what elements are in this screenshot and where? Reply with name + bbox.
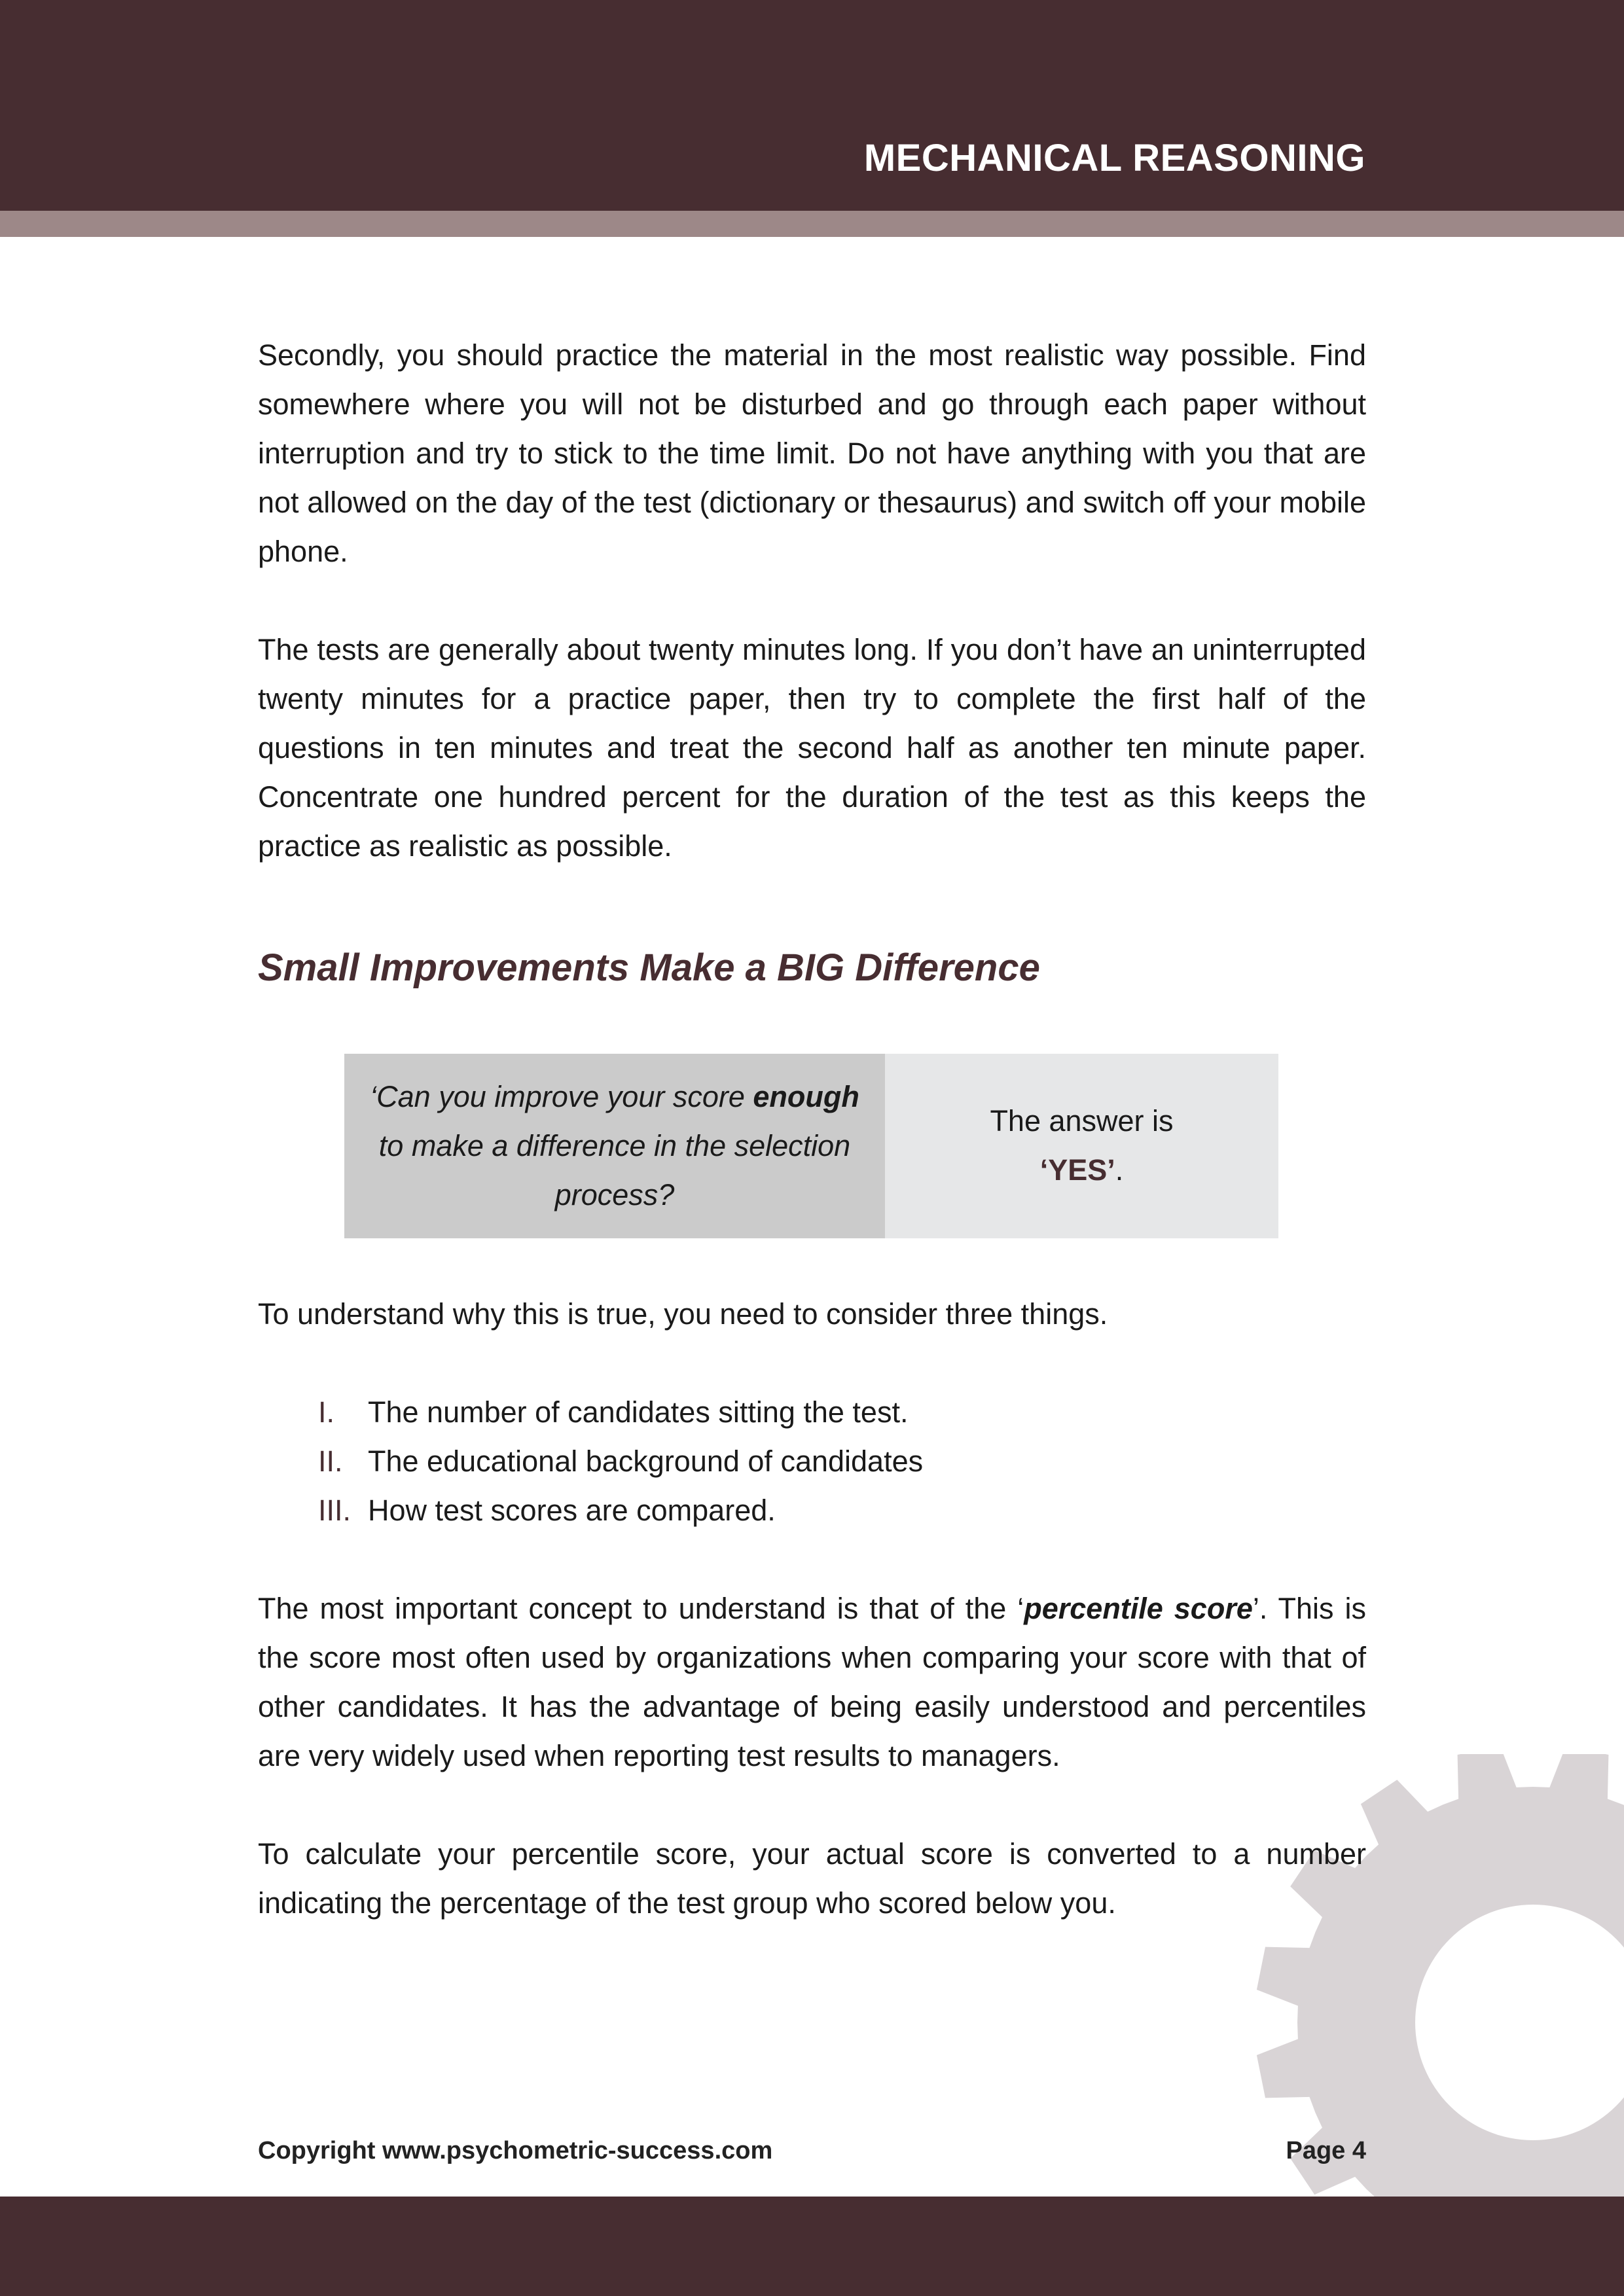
list-item — [318, 1437, 923, 1486]
considerations-list — [318, 1388, 923, 1535]
list-item-text: The number of candidates sitting the test. — [368, 1395, 909, 1429]
percentile-term: percentile score — [1024, 1592, 1253, 1625]
header-stripe — [0, 211, 1624, 237]
list-numeral: II. — [318, 1444, 343, 1478]
list-numeral: III. — [318, 1494, 352, 1527]
footer-copyright: Copyright www.psychometric-success.com — [258, 2137, 773, 2164]
answer-line: The answer is — [990, 1104, 1174, 1138]
gear-icon — [1113, 1754, 1624, 2197]
section-heading: Small Improvements Make a BIG Difference — [258, 946, 1040, 989]
footer-band — [0, 2197, 1624, 2296]
list-item-text: The educational background of candidates — [368, 1444, 924, 1478]
paragraph-practice-realistic: Secondly, you should practice the material in the most realistic way possible. Find somewhere where you will not be disturbed and go through each paper without interruption and try to stick to the time limit. Do not have anything with you that are not allowed on the day of the test (dictionary or thesaurus) and switch off your mobile phone. — [258, 338, 1366, 568]
paragraph-calculate-percentile: To calculate your percentile score, your actual score is converted to a number indicating the percentage of the test group who scored below you. — [258, 1837, 1366, 1920]
percentile-text-end: ’. This is the score most often used by organizations when comparing your score with that of other candidates. It has the advantage of being easily understood and percentiles are very widely used when reporting test results to managers. — [258, 1592, 1366, 1772]
question-emphasis: enough — [753, 1080, 859, 1113]
answer-yes: ‘YES’ — [1039, 1153, 1115, 1187]
question-text-end: to make a difference in the selection process? — [378, 1129, 851, 1211]
page-number: Page 4 — [1286, 2137, 1366, 2164]
question-text-start: ‘Can you improve your score — [370, 1080, 753, 1113]
document-title: MECHANICAL REASONING — [863, 137, 1365, 179]
question-answer-box — [344, 1054, 1278, 1238]
list-item-text: How test scores are compared. — [368, 1494, 776, 1527]
answer-cell — [885, 1054, 1278, 1238]
question-cell — [344, 1054, 885, 1238]
paragraph-percentile-concept — [258, 1584, 1366, 1780]
answer-period: . — [1115, 1153, 1124, 1187]
header-band — [0, 0, 1624, 211]
list-item — [318, 1486, 923, 1535]
paragraph-test-length: The tests are generally about twenty minutes long. If you don’t have an uninterrupted twenty minutes for a practice paper, then try to complete the first half of the questions in ten minutes and treat the second half as another ten minute paper. Concentrate one hundred percent for the duration of the test as this keeps the practice as realistic as possible. — [258, 633, 1366, 863]
list-item — [318, 1388, 923, 1437]
list-numeral: I. — [318, 1395, 335, 1429]
paragraph-three-things: To understand why this is true, you need to consider three things. — [258, 1297, 1108, 1331]
percentile-text-start: The most important concept to understand is that of the ‘ — [258, 1592, 1024, 1625]
